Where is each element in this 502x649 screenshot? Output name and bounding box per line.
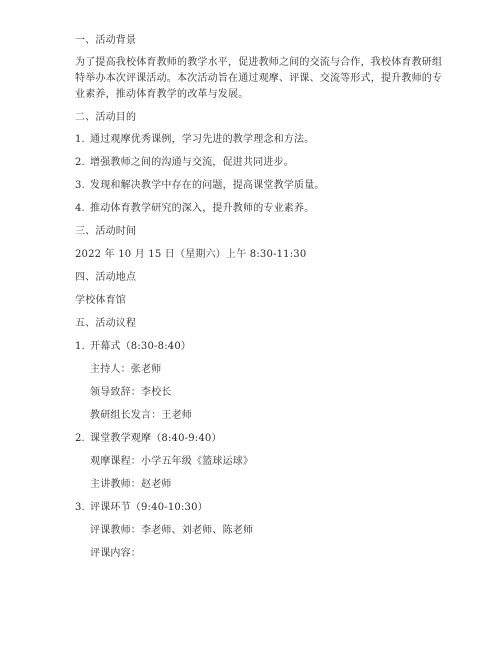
list-item-number: 4. bbox=[75, 203, 85, 214]
section-heading-time: 三、活动时间 bbox=[75, 226, 137, 237]
list-item-text: 推动体育教学研究的深入，提升教师的专业素养。 bbox=[90, 203, 315, 214]
agenda-item bbox=[75, 432, 222, 446]
list-item bbox=[75, 156, 294, 170]
list-item-text: 发现和解决教学中存在的问题，提高课堂教学质量。 bbox=[90, 180, 325, 191]
agenda-item-number: 1. bbox=[75, 341, 85, 352]
section-heading-location: 四、活动地点 bbox=[75, 272, 137, 283]
paragraph-line: 业素养，推动体育教学的改革与发展。 bbox=[75, 89, 249, 100]
agenda-item-title: 开幕式（8:30-8:40） bbox=[90, 341, 192, 352]
agenda-detail: 评课教师：李老师、刘老师、陈老师 bbox=[90, 525, 254, 536]
agenda-detail: 主持人：张老师 bbox=[90, 364, 162, 375]
event-location: 学校体育馆 bbox=[75, 295, 126, 306]
list-item bbox=[75, 202, 314, 216]
agenda-item-title: 课堂教学观摩（8:40-9:40） bbox=[90, 433, 222, 444]
agenda-item bbox=[75, 340, 191, 354]
agenda-detail: 主讲教师：赵老师 bbox=[90, 479, 172, 490]
paragraph-line: 为了提高我校体育教师的教学水平，促进教师之间的交流与合作，我校体育教研组 bbox=[75, 57, 443, 68]
agenda-detail: 领导致辞：李校长 bbox=[90, 387, 172, 398]
agenda-item bbox=[75, 501, 208, 515]
paragraph-line: 特举办本次评课活动。本次活动旨在通过观摩、评课、交流等形式，提升教师的专 bbox=[75, 73, 443, 84]
list-item-number: 1. bbox=[75, 134, 85, 145]
list-item-number: 2. bbox=[75, 157, 85, 168]
agenda-detail: 观摩课程：小学五年级《篮球运球》 bbox=[90, 456, 254, 467]
list-item-text: 增强教师之间的沟通与交流，促进共同进步。 bbox=[90, 157, 294, 168]
agenda-detail: 评课内容： bbox=[90, 548, 141, 559]
section-heading-purpose: 二、活动目的 bbox=[75, 112, 137, 123]
section-heading-background: 一、活动背景 bbox=[75, 35, 137, 46]
agenda-detail: 教研组长发言：王老师 bbox=[90, 410, 192, 421]
section-heading-agenda: 五、活动议程 bbox=[75, 318, 137, 329]
list-item bbox=[75, 133, 314, 147]
list-item bbox=[75, 179, 325, 193]
agenda-item-title: 评课环节（9:40-10:30） bbox=[90, 502, 208, 513]
agenda-item-number: 3. bbox=[75, 502, 85, 513]
list-item-number: 3. bbox=[75, 180, 85, 191]
agenda-item-number: 2. bbox=[75, 433, 85, 444]
event-time: 2022 年 10 月 15 日（星期六）上午 8:30-11:30 bbox=[75, 249, 307, 260]
list-item-text: 通过观摩优秀课例，学习先进的教学理念和方法。 bbox=[90, 134, 315, 145]
